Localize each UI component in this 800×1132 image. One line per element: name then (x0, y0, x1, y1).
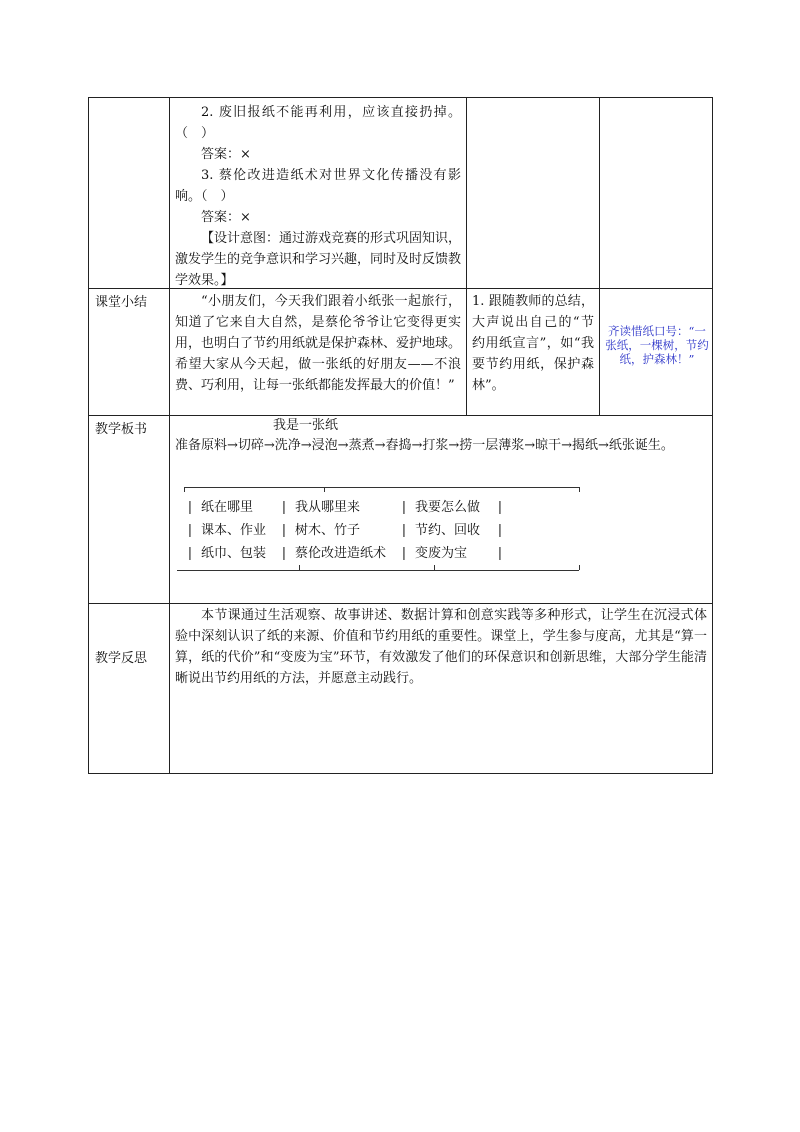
board-cell: 我要怎么做 (415, 500, 481, 515)
board-row: | 课本、作业 | 树木、竹子 | 节约、回收 | (179, 521, 599, 541)
board-top-rule (184, 487, 579, 488)
board-cell: 纸在哪里 (201, 500, 254, 515)
board-top-tick (184, 487, 185, 492)
board-bottom-tick (579, 565, 580, 570)
column-divider (466, 98, 467, 415)
student-activity: 1. 跟随教师的总结，大声说出自己的“节约用纸宣言”，如“我要节约用纸，保护森林”。 (472, 294, 594, 393)
row-label-summary: 课堂小结 (95, 295, 148, 310)
board-cell: 蔡伦改进造纸术 (295, 546, 387, 561)
board-cell: 课本、作业 (201, 523, 267, 538)
board-cell: 纸巾、包装 (201, 546, 267, 561)
reflection-text: 本节课通过生活观察、故事讲述、数据计算和创意实践等多种形式，让学生在沉浸式体验中深刻认识了纸的来源、价值和节约用纸的重要性。课堂上，学生参与度高，尤其是“算一算，纸的代价”和“变废为宝”环节，有效激发了他们的环保意识和创新思维，大部分学生能清晰说出节约用纸的方法，并愿意主动践行。 (175, 608, 707, 686)
board-cell: 节约、回收 (415, 523, 481, 538)
row-divider (89, 415, 713, 416)
board-row: | 纸巾、包装 | 蔡伦改进造纸术 | 变废为宝 | (179, 544, 599, 564)
board-bottom-tick (299, 565, 300, 570)
board-cell: 树木、竹子 (295, 523, 361, 538)
board-cell: 变废为宝 (415, 546, 468, 561)
design-intent: 【设计意图：通过游戏竞赛的形式巩固知识，激发学生的竞争意识和学习兴趣，同时及时反馈教学效果。】 (175, 231, 462, 288)
exercise-content-cell (175, 102, 461, 291)
exercise-answer-3: 答案：× (201, 210, 251, 225)
row-divider (89, 603, 713, 604)
board-row: | 纸在哪里 | 我从哪里来 | 我要怎么做 | (179, 498, 599, 518)
board-top-tick (579, 487, 580, 492)
papermaking-process: 准备原料→切碎→洗净→浸泡→蒸煮→舂捣→打浆→捞一层薄浆→晾干→揭纸→纸张诞生。 (175, 438, 674, 453)
teacher-summary-speech: “小朋友们，今天我们跟着小纸张一起旅行，知道了它来自大自然，是蔡伦爷爷让它变得更实用，也明白了节约用纸就是保护森林、爱护地球。希望大家从今天起，做一张纸的好朋友——不浪费、巧利用，让每一张纸都能发挥最大的价值！” (175, 294, 462, 393)
summary-slogan-note (603, 324, 711, 366)
board-top-tick (324, 487, 325, 492)
row-label-board: 教学板书 (95, 422, 148, 437)
board-bottom-rule (177, 570, 579, 571)
reflection-text-cell (175, 605, 707, 689)
column-divider (599, 98, 600, 415)
summary-student-text (472, 291, 594, 396)
summary-teacher-text (175, 291, 461, 396)
board-bottom-tick (434, 565, 435, 570)
column-divider (169, 98, 170, 774)
board-title: 我是一张纸 (273, 418, 339, 433)
board-grid (179, 498, 599, 564)
board-cell: 我从哪里来 (295, 500, 361, 515)
slogan-text: 齐读惜纸口号：“一张纸，一棵树，节约纸，护森林！” (605, 324, 709, 366)
row-label-reflection: 教学反思 (95, 651, 148, 666)
exercise-question-2: 2. 废旧报纸不能再利用，应该直接扔掉。（ ） (175, 105, 461, 141)
lesson-plan-table (88, 97, 713, 774)
exercise-question-3: 3. 蔡伦改进造纸术对世界文化传播没有影响。（ ） (175, 168, 461, 204)
exercise-answer-2: 答案：× (201, 147, 251, 162)
